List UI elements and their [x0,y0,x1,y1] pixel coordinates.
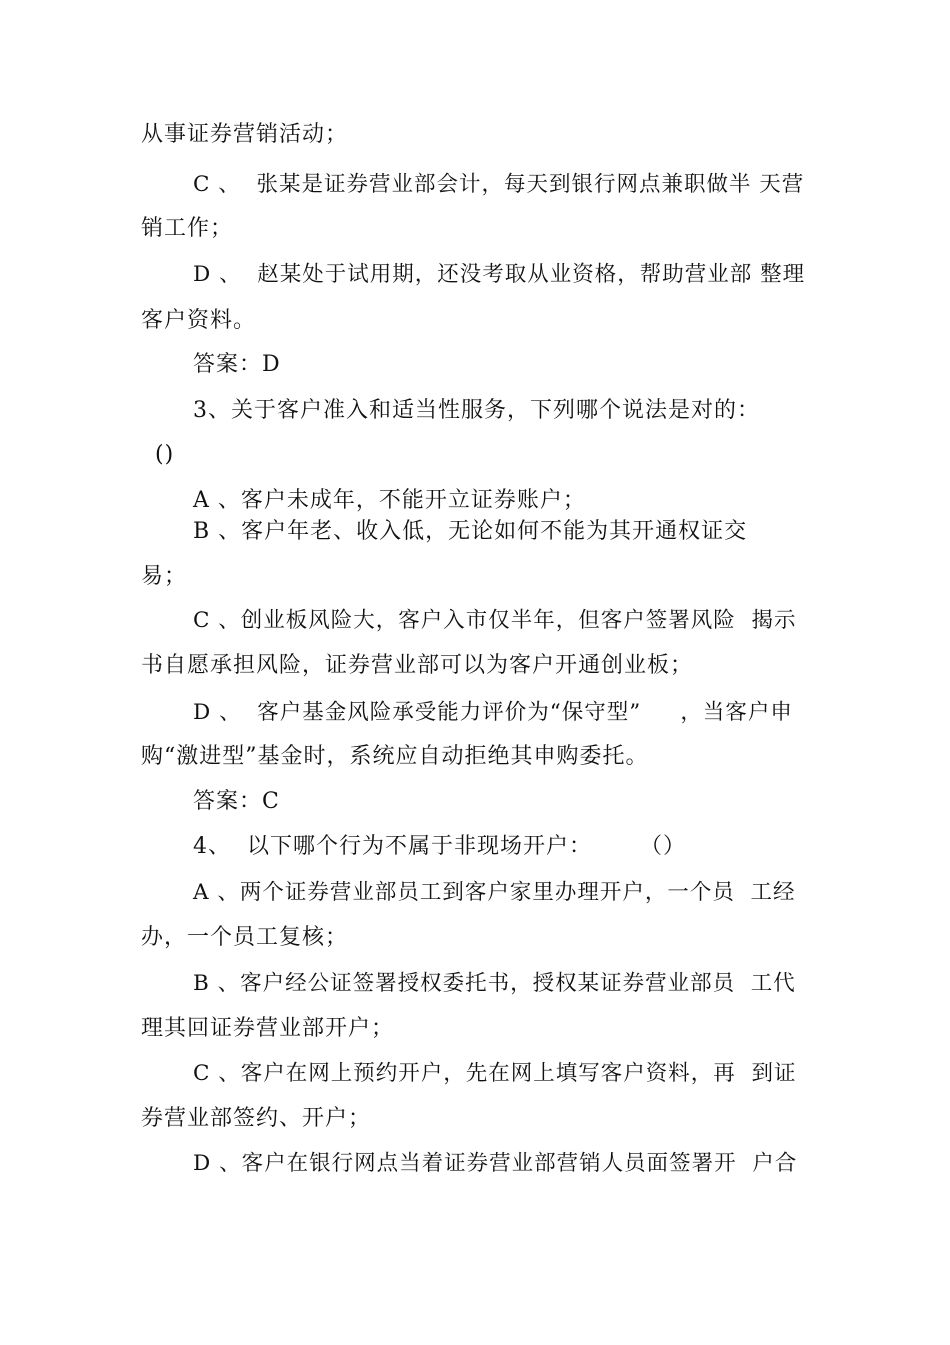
option-b-line: B 、客户年老、收入低，无论如何不能为其开通权证交 [193,519,748,544]
option-c-line: C 、客户在网上预约开户，先在网上填写客户资料，再 到证 [193,1061,797,1086]
option-b-line: B 、客户经公证签署授权委托书，授权某证券营业部员 工代 [193,971,796,996]
answer-line: 答案：C [193,789,280,814]
text-line: 券营业部签约、开户； [141,1106,372,1131]
option-d-line: D 、客户在银行网点当着证券营业部营销人员面签署开 户合 [193,1151,798,1176]
option-c-line: C 、 张某是证券营业部会计，每天到银行网点兼职做半 天营 [193,172,805,197]
text-line: 从事证券营销活动； [141,122,349,147]
text-line: 书自愿承担风险，证券营业部可以为客户开通创业板； [141,653,694,678]
question-4: 4、 以下哪个行为不属于非现场开户： （） [193,834,686,859]
text-line: 易； [141,564,188,589]
option-c-line: C 、创业板风险大，客户入市仅半年，但客户签署风险 揭示 [193,608,797,633]
option-d-line: D 、 赵某处于试用期，还没考取从业资格，帮助营业部 整理 [193,262,806,287]
text-line: 销工作； [141,216,234,241]
text-line: 理其回证券营业部开户； [141,1016,395,1041]
option-d-line: D 、 客户基金风险承受能力评价为“保守型” ，当客户申 [193,700,793,725]
option-a-line: A 、两个证券营业部员工到客户家里办理开户，一个员 工经 [193,880,796,905]
text-line: 客户资料。 [141,308,257,333]
answer-line: 答案：D [193,352,281,377]
question-3: 3、关于客户准入和适当性服务，下列哪个说法是对的： [193,398,760,423]
text-line: 购“激进型”基金时，系统应自动拒绝其申购委托。 [141,744,649,769]
text-line: 办，一个员工复核； [141,925,349,950]
option-a-line: A 、客户未成年，不能开立证券账户； [193,488,586,513]
question-3-blank: () [155,442,175,467]
